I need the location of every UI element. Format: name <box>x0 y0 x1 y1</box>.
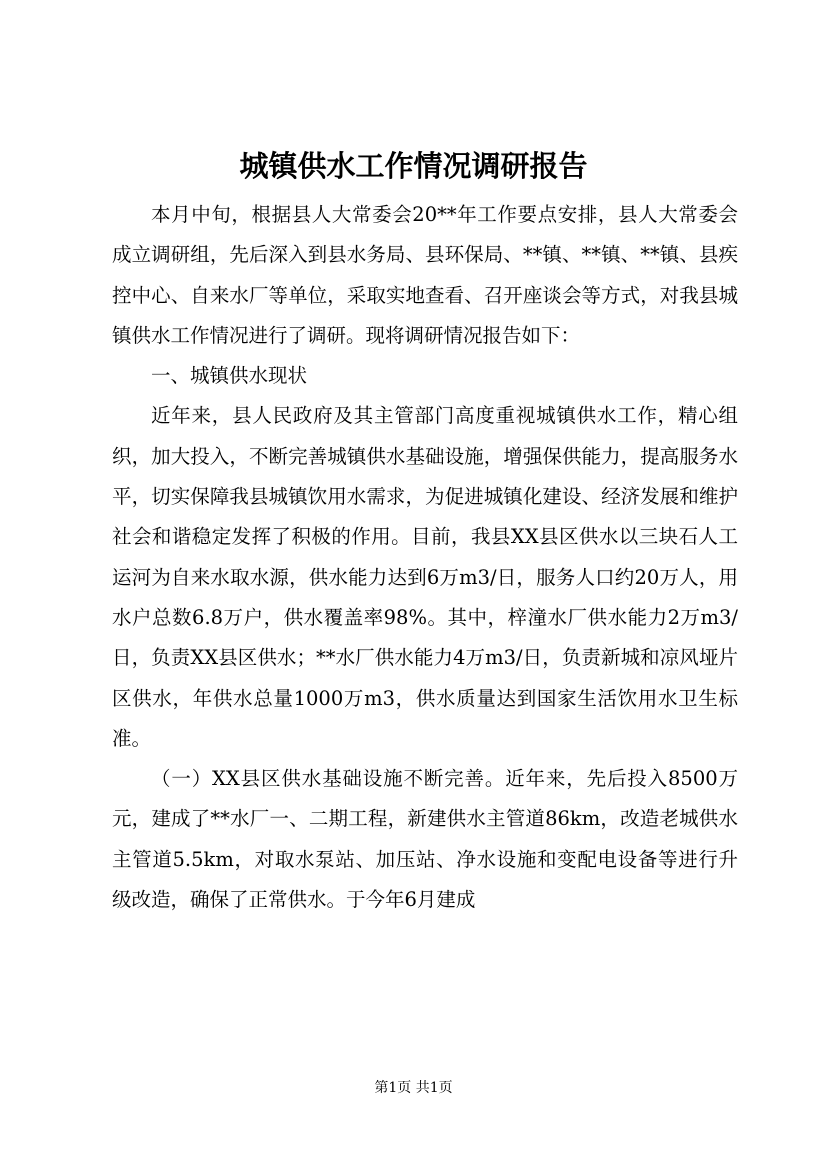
page-footer: 第1页 共1页 <box>374 1080 453 1096</box>
document-body <box>112 195 738 920</box>
paragraph-infrastructure: （一）XX县区供水基础设施不断完善。近年来，先后投入8500万元，建成了**水厂一、二期工程，新建供水主管道86km，改造老城供水主管道5.5km，对取水泵站、加压站、净水设施和变配电设备等进行升级改造，确保了正常供水。于今年6月建成 <box>112 767 738 912</box>
paragraph-intro: 本月中旬，根据县人大常委会20**年工作要点安排，县人大常委会成立调研组，先后深入到县水务局、县环保局、**镇、**镇、**镇、县疾控中心、自来水厂等单位，采取实地查看、召开座谈会等方式，对我县城镇供水工作情况进行了调研。现将调研情况报告如下： <box>112 203 738 347</box>
paragraph-status: 近年来，县人民政府及其主管部门高度重视城镇供水工作，精心组织，加大投入，不断完善城镇供水基础设施，增强保供能力，提高服务水平，切实保障我县城镇饮用水需求，为促进城镇化建设、经济发展和维护社会和谐稳定发挥了积极的作用。目前，我县XX县区供水以三块石人工运河为自来水取水源，供水能力达到6万m3/日，服务人口约20万人，用水户总数6.8万户，供水覆盖率98%。其中，梓潼水厂供水能力2万m3/日，负责XX县区供水；**水厂供水能力4万m3/日，负责新城和凉风垭片区供水，年供水总量1000万m3，供水质量达到国家生活饮用水卫生标准。 <box>112 404 738 750</box>
document-title: 城镇供水工作情况调研报告 <box>239 149 588 183</box>
section-heading-status: 一、城镇供水现状 <box>151 364 308 388</box>
